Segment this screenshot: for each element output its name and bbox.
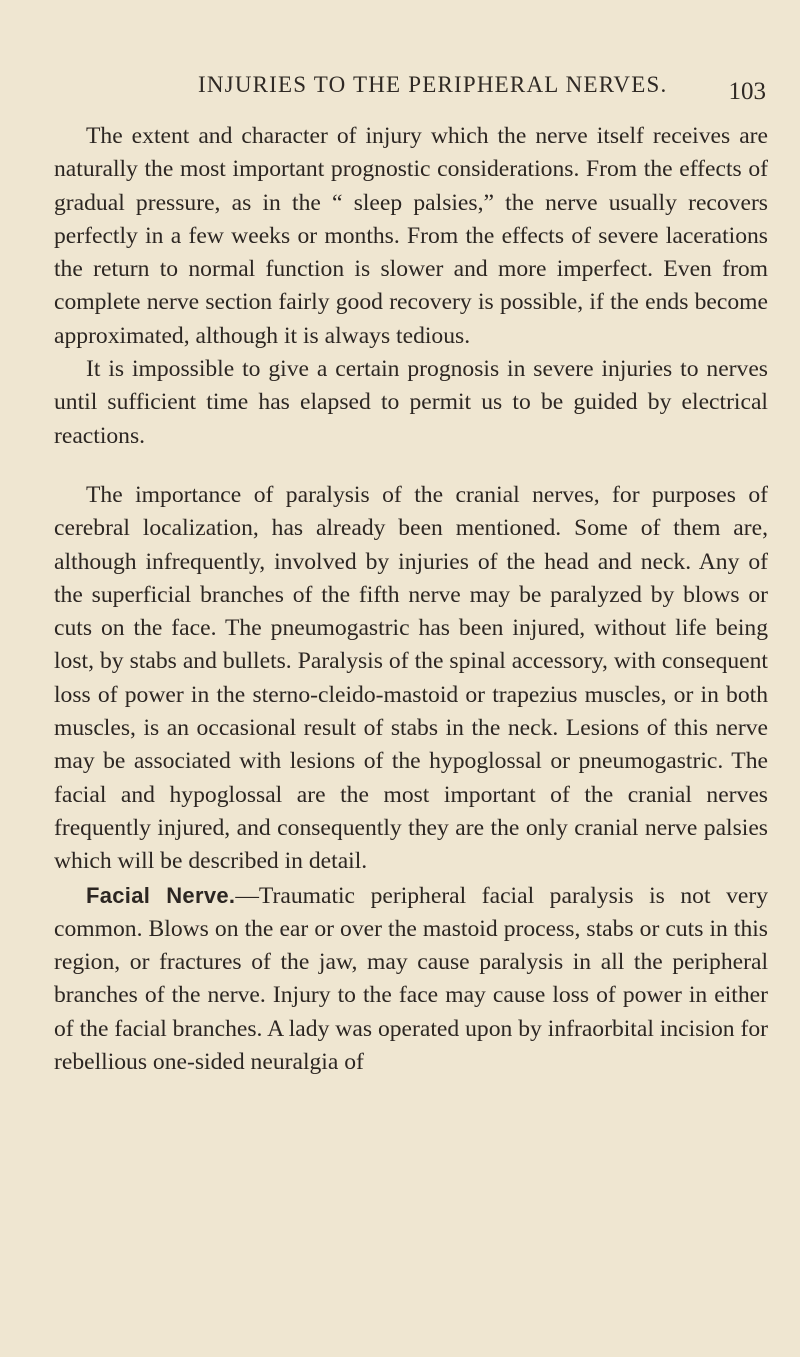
facial-nerve-text: —Traumatic peripheral facial paralysis is not very common. Blows on the ear or over the mastoid process, stabs or cuts in this region, or fractures of the jaw, may cause paralysis in all the peripheral branches of the nerve. Injury to the face may cause loss of power in either of the facial branches. A lady was operated upon by infraorbital incision for rebellious one-sided neuralgia of xyxy=(54,882,768,1076)
section-heading-facial-nerve: Facial Nerve. xyxy=(86,882,236,908)
paragraph-electrical-reactions: It is impossible to give a certain prognosis in severe injuries to nerves until sufficient time has elapsed to permit us to be guided by electrical reactions. xyxy=(54,356,768,449)
running-head xyxy=(58,72,770,108)
running-title: INJURIES TO THE PERIPHERAL NERVES. xyxy=(198,72,668,97)
body-text xyxy=(54,120,768,1079)
paragraph-facial-nerve xyxy=(54,879,768,1080)
paragraph-prognosis: The extent and character of injury which the nerve itself receives are naturally the most important prognostic considerations. From the effects of gradual pressure, as in the “ sleep palsies,” the nerve usually recovers perfectly in a few weeks or months. From the effects of severe lacerations the return to normal function is slower and more imperfect. Even from complete nerve section fairly good recovery is possible, if the ends become approximated, although it is always tedious. xyxy=(54,123,768,349)
page-number: 103 xyxy=(728,78,766,105)
paragraph-cranial-nerves: The importance of paralysis of the cranial nerves, for purposes of cerebral localization, has already been mentioned. Some of them are, although infrequently, involved by injuries of the head and neck. Any of the superficial branches of the fifth nerve may be paralyzed by blows or cuts on the face. The pneumogastric has been injured, without life being lost, by stabs and bullets. Paralysis of the spinal accessory, with consequent loss of power in the sterno-cleido-mastoid or trapezius muscles, or in both muscles, is an occasional result of stabs in the neck. Lesions of this nerve may be associated with lesions of the hypoglossal or pneumogastric. The facial and hypoglossal are the most important of the cranial nerves frequently injured, and consequently they are the only cranial nerve palsies which will be described in detail. xyxy=(54,481,768,875)
